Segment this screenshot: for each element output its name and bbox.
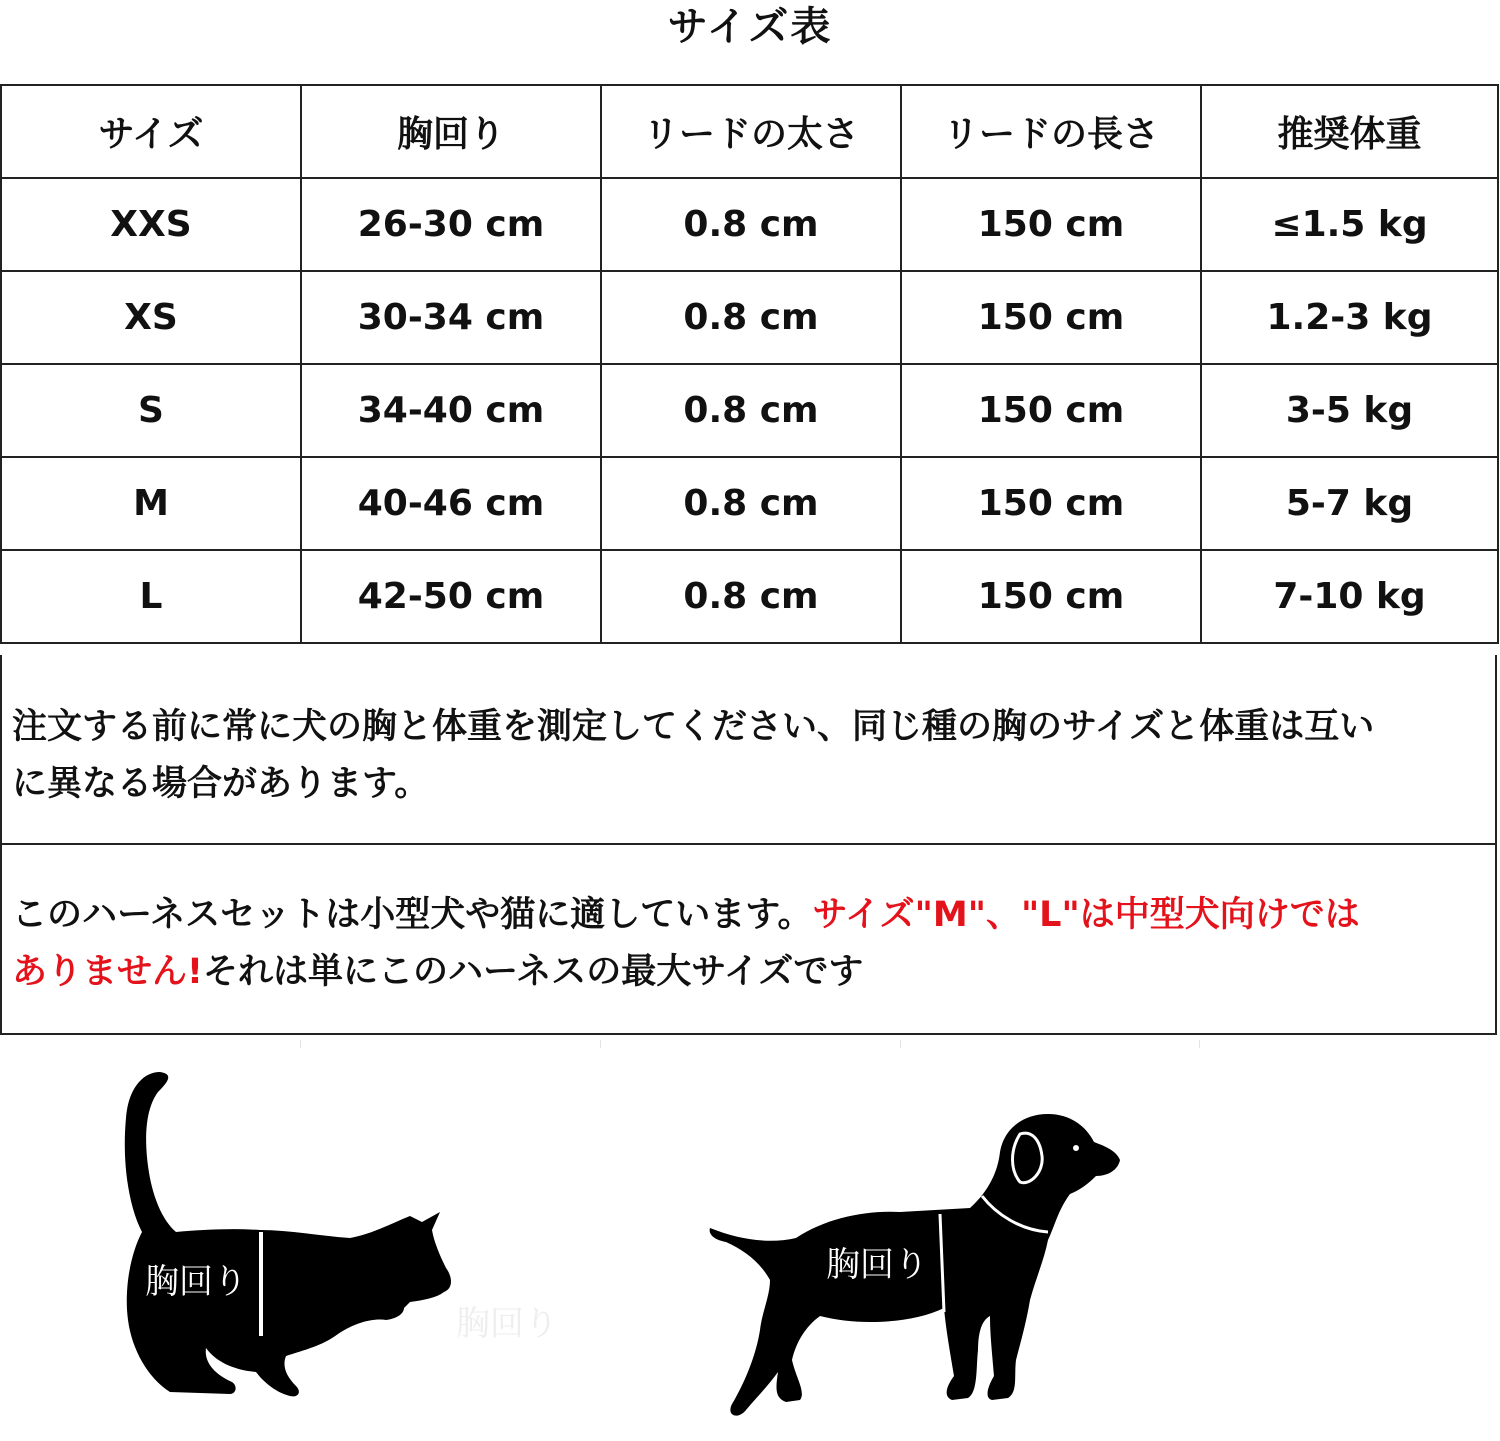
table-row bbox=[1, 364, 1498, 457]
cell-size: XS bbox=[1, 271, 301, 364]
table-row bbox=[1, 178, 1498, 271]
dog-chest-label: 胸回り bbox=[826, 1245, 928, 1285]
cell-size: M bbox=[1, 457, 301, 550]
faint-chest-label: 胸回り bbox=[456, 1304, 558, 1344]
measure-note bbox=[0, 655, 1497, 845]
cell-chest: 34-40 cm bbox=[301, 364, 601, 457]
pet-measure-illustration bbox=[0, 1050, 1500, 1440]
table-row bbox=[1, 271, 1498, 364]
cell-leash-length: 150 cm bbox=[901, 178, 1201, 271]
header-chest: 胸回り bbox=[301, 85, 601, 178]
cell-size: XXS bbox=[1, 178, 301, 271]
cell-weight: 5-7 kg bbox=[1201, 457, 1498, 550]
cat-silhouette-icon bbox=[125, 1072, 451, 1396]
dog-eye-icon bbox=[1073, 1145, 1079, 1151]
cell-weight: ≤1.5 kg bbox=[1201, 178, 1498, 271]
divider-tick bbox=[1199, 1040, 1200, 1048]
divider-tick bbox=[600, 1040, 601, 1048]
warning-text: サイズ"M"、"L"は中型犬向けでは bbox=[812, 895, 1360, 935]
warning-text-end: ありません! bbox=[12, 952, 203, 992]
cell-leash-width: 0.8 cm bbox=[601, 364, 901, 457]
header-leash-width: リードの太さ bbox=[601, 85, 901, 178]
cell-leash-length: 150 cm bbox=[901, 271, 1201, 364]
cell-leash-width: 0.8 cm bbox=[601, 457, 901, 550]
header-weight: 推奨体重 bbox=[1201, 85, 1498, 178]
divider-tick bbox=[300, 1040, 301, 1048]
cell-leash-width: 0.8 cm bbox=[601, 271, 901, 364]
fit-note bbox=[0, 845, 1497, 1035]
cell-size: L bbox=[1, 550, 301, 643]
cat-chest-label: 胸回り bbox=[145, 1262, 247, 1302]
cell-chest: 40-46 cm bbox=[301, 457, 601, 550]
measure-note-line1: 注文する前に常に犬の胸と体重を測定してください、同じ種の胸のサイズと体重は互い bbox=[12, 707, 1375, 747]
cell-chest: 42-50 cm bbox=[301, 550, 601, 643]
cell-size: S bbox=[1, 364, 301, 457]
cell-weight: 1.2-3 kg bbox=[1201, 271, 1498, 364]
table-row bbox=[1, 550, 1498, 643]
header-leash-length: リードの長さ bbox=[901, 85, 1201, 178]
cell-chest: 26-30 cm bbox=[301, 178, 601, 271]
cell-leash-width: 0.8 cm bbox=[601, 550, 901, 643]
measure-note-line2: に異なる場合があります。 bbox=[12, 764, 430, 804]
cell-leash-length: 150 cm bbox=[901, 457, 1201, 550]
header-size: サイズ bbox=[1, 85, 301, 178]
cell-weight: 7-10 kg bbox=[1201, 550, 1498, 643]
size-table bbox=[0, 84, 1499, 644]
page-title: サイズ表 bbox=[667, 4, 833, 50]
divider-tick bbox=[900, 1040, 901, 1048]
fit-note-intro: このハーネスセットは小型犬や猫に適しています。 bbox=[12, 895, 813, 935]
table-header-row bbox=[1, 85, 1498, 178]
cell-weight: 3-5 kg bbox=[1201, 364, 1498, 457]
table-row bbox=[1, 457, 1498, 550]
cell-leash-length: 150 cm bbox=[901, 364, 1201, 457]
cell-leash-width: 0.8 cm bbox=[601, 178, 901, 271]
cell-chest: 30-34 cm bbox=[301, 271, 601, 364]
fit-note-tail: それは単にこのハーネスの最大サイズです bbox=[202, 952, 864, 992]
cell-leash-length: 150 cm bbox=[901, 550, 1201, 643]
